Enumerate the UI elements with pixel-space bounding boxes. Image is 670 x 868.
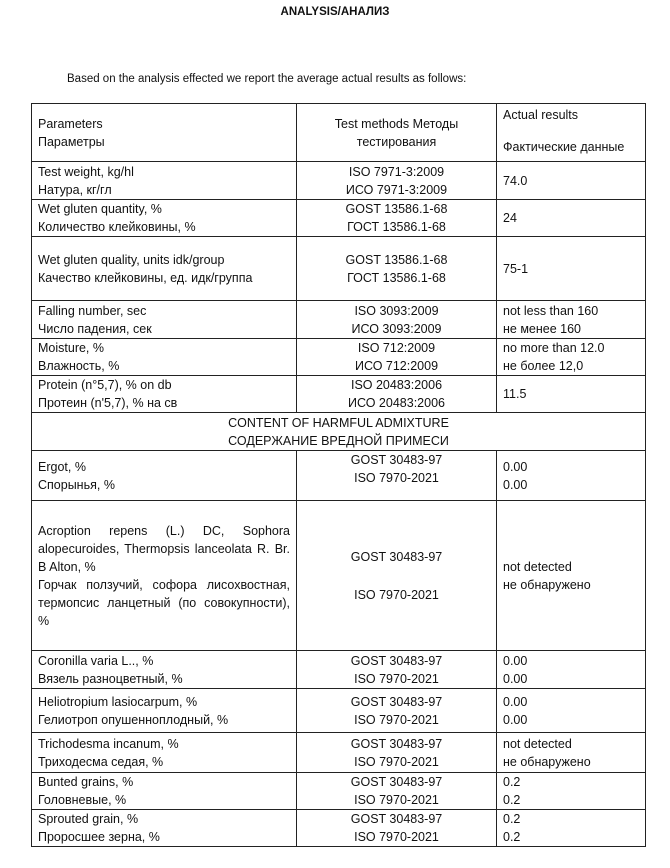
section-title-en: CONTENT OF HARMFUL ADMIXTURE: [228, 415, 449, 430]
spacer: [303, 566, 490, 586]
method-1: GOST 30483-97: [350, 775, 443, 789]
method-2: ISO 7970-2021: [354, 587, 439, 602]
table-row: [32, 237, 646, 301]
table-row: [32, 810, 646, 847]
param-en: Coronilla varia L.., %: [38, 653, 154, 668]
param-ru: Проросшее зерна, %: [38, 830, 160, 844]
method-2: ISO 7970-2021: [354, 471, 439, 485]
method-2: ИСО 3093:2009: [351, 321, 442, 336]
method-2: ИСО 7971-3:2009: [345, 182, 448, 197]
method-1: ISO 3093:2009: [354, 303, 439, 318]
result-1: 24: [503, 211, 517, 225]
method-2: ISO 7970-2021: [354, 830, 439, 844]
header-result-ru: Фактические данные: [503, 140, 625, 154]
param-ru: Влажность, %: [38, 359, 120, 373]
section-title-ru: СОДЕРЖАНИЕ ВРЕДНОЙ ПРИМЕСИ: [228, 433, 449, 448]
param-ru: Количество клейковины, %: [38, 220, 196, 234]
result-1: 0.00: [503, 653, 528, 668]
table-row: [32, 339, 646, 376]
header-param-ru: Параметры: [38, 134, 105, 149]
header-param-en: Parameters: [38, 116, 103, 131]
analysis-table: [31, 103, 646, 847]
method-2: ISO 7970-2021: [354, 793, 439, 807]
header-parameters: [32, 104, 297, 162]
param-en: Bunted grains, %: [38, 775, 134, 789]
param-en: Ergot, %: [38, 459, 86, 474]
result-1: not detected: [503, 559, 572, 574]
param-en: Acroption repens (L.) DC, Sophora alopecuroides, Thermopsis lanceolata R. Br. B Alton, %: [38, 523, 290, 574]
method-2: ISO 7970-2021: [354, 754, 439, 769]
method-1: GOST 13586.1-68: [345, 252, 448, 267]
result-1: not detected: [503, 736, 572, 751]
result-1: 0.2: [503, 775, 521, 789]
intro-text: Based on the analysis effected we report the average actual results as follows:: [67, 73, 467, 85]
param-en: Wet gluten quality, units idk/group: [38, 252, 225, 267]
method-1: GOST 30483-97: [350, 653, 443, 668]
result-1: not less than 160: [503, 303, 599, 318]
method-2: ISO 7970-2021: [354, 671, 439, 686]
param-en: Protein (n°5,7), % on db: [38, 378, 172, 392]
param-ru: Гелиотроп опушенноплодный, %: [38, 712, 229, 727]
result-2: 0.00: [503, 712, 528, 727]
result-2: 0.00: [503, 477, 528, 492]
param-en: Moisture, %: [38, 341, 104, 355]
param-ru: Триходесма седая, %: [38, 754, 164, 769]
result-1: 0.00: [503, 694, 528, 709]
result-2: не менее 160: [503, 321, 582, 336]
param-en: Falling number, sec: [38, 303, 147, 318]
table-row: [32, 773, 646, 810]
param-ru: Головневые, %: [38, 793, 127, 807]
header-result-en: Actual results: [503, 108, 579, 122]
method-1: GOST 30483-97: [350, 736, 443, 751]
method-1: GOST 30483-97: [350, 549, 443, 564]
method-2: ИСО 20483:2006: [348, 396, 445, 410]
method-1: GOST 30483-97: [350, 694, 443, 709]
result-2: 0.00: [503, 671, 528, 686]
result-1: 0.00: [503, 459, 528, 474]
method-1: GOST 30483-97: [350, 812, 443, 826]
param-en: Wet gluten quantity, %: [38, 202, 162, 216]
table-row: [32, 451, 646, 501]
result-1: 75-1: [503, 261, 529, 276]
table-row: [32, 651, 646, 689]
param-ru: Вязель разноцветный, %: [38, 671, 183, 686]
result-1: 11.5: [503, 387, 527, 401]
table-row: [32, 733, 646, 773]
param-en: Trichodesma incanum, %: [38, 736, 179, 751]
result-2: не более 12,0: [503, 359, 584, 373]
method-1: ISO 7971-3:2009: [348, 164, 445, 179]
section-header-row: [32, 413, 646, 451]
param-ru: Качество клейковины, ед. идк/группа: [38, 270, 253, 285]
param-ru: Горчак ползучий, софора лисохвостная, термопсис ланцетный (по совокупности), %: [38, 577, 290, 628]
header-method-en: Test methods Методы: [334, 116, 459, 131]
method-1: ISO 20483:2006: [350, 378, 443, 392]
param-ru: Спорынья, %: [38, 477, 115, 492]
param-ru: Протеин (n'5,7), % на св: [38, 396, 178, 410]
method-2: ГОСТ 13586.1-68: [347, 220, 446, 234]
result-2: 0.2: [503, 830, 521, 844]
table-row: [32, 501, 646, 651]
method-2: ГОСТ 13586.1-68: [347, 270, 446, 285]
header-method-ru: тестирования: [356, 134, 437, 149]
table-row: [32, 162, 646, 200]
param-en: Test weight, kg/hl: [38, 164, 134, 179]
table-row: [32, 301, 646, 339]
result-2: не обнаружено: [503, 577, 591, 592]
method-2: ISO 7970-2021: [354, 712, 439, 727]
param-en: Heliotropium lasiocarpum, %: [38, 694, 198, 709]
result-1: 74.0: [503, 173, 528, 188]
method-2: ИСО 712:2009: [354, 359, 439, 373]
result-1: 0.2: [503, 812, 521, 826]
table-row: [32, 200, 646, 237]
param-en: Sprouted grain, %: [38, 812, 139, 826]
method-1: GOST 13586.1-68: [345, 202, 448, 216]
header-methods: [297, 104, 497, 162]
param-ru: Натура, кг/гл: [38, 182, 112, 197]
table-row: [32, 689, 646, 733]
method-1: GOST 30483-97: [350, 453, 443, 467]
header-row: [32, 104, 646, 162]
header-results: [497, 104, 646, 162]
method-1: ISO 712:2009: [357, 341, 436, 355]
table-row: [32, 376, 646, 413]
result-1: no more than 12.0: [503, 341, 605, 355]
document-title: ANALYSIS/АНАЛИЗ: [280, 6, 390, 18]
result-2: 0.2: [503, 793, 521, 807]
result-2: не обнаружено: [503, 754, 591, 769]
param-ru: Число падения, сек: [38, 321, 152, 336]
